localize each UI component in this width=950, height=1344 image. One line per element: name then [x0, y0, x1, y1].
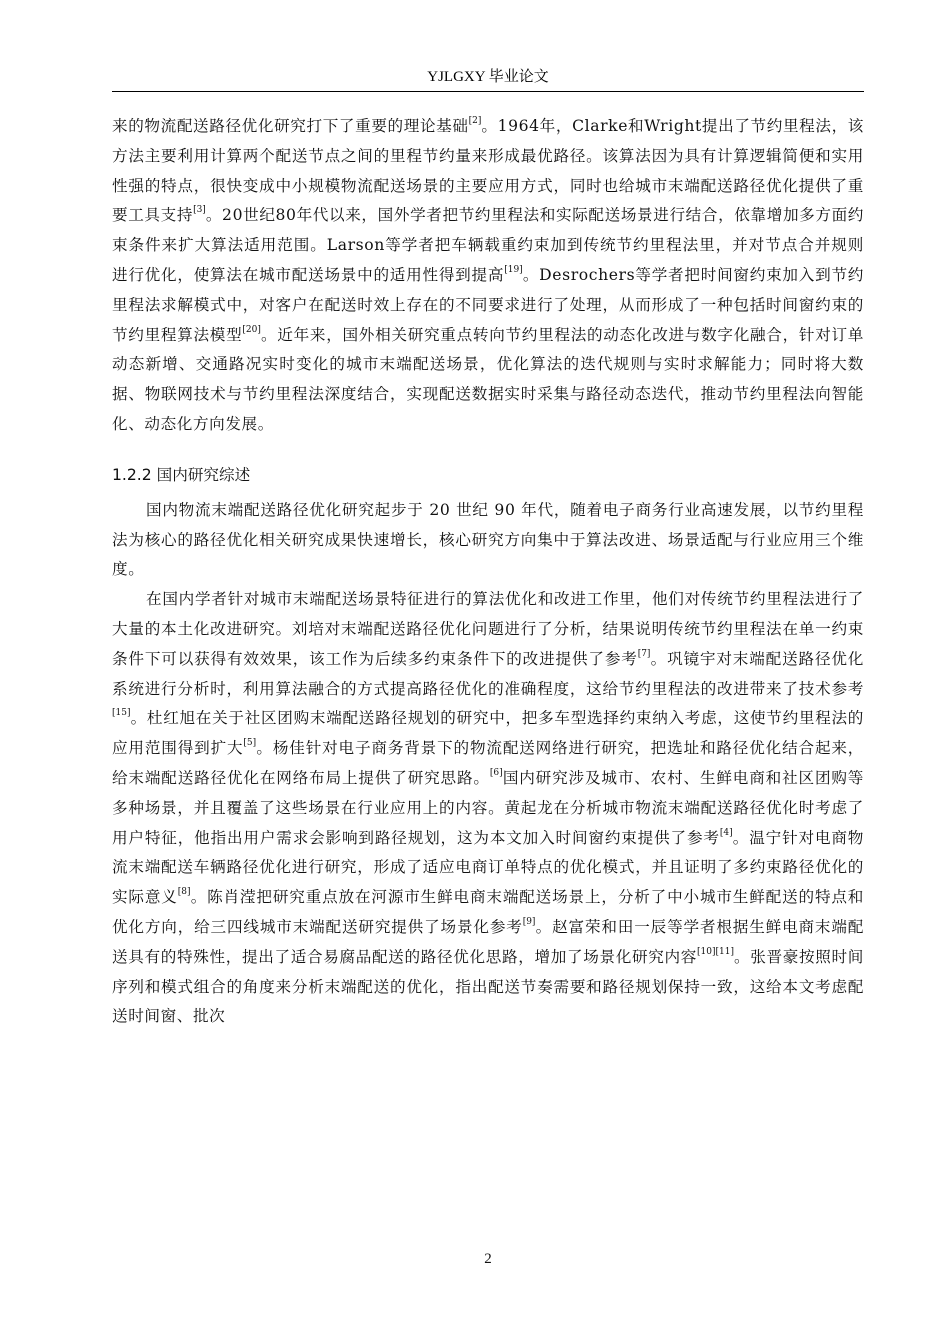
text-run: 国内研究涉及城市、农村、生鲜电商和社区团购等多种场景，并且覆盖了这些场景在行业应用上的内容。黄起龙在分析城市物流末端配送路径优化时考虑了用户特征，他指出用户需求会影响到路径规划，这为本文加入时间窗约束提供了参考	[112, 768, 864, 847]
paragraph-continuation	[112, 112, 864, 440]
text-run: 。温宁针对电商物流末端配送车辆路径优化进行研究，形成了适应电商订单特点的优化模式，并且证明了多约束路径优化的实际意义	[112, 828, 864, 907]
text-run: 。20世纪80年代以来，国外学者把节约里程法和实际配送场景进行结合，依靠增加多方面约束条件来扩大算法适用范围。Larson等学者把车辆载重约束加到传统节约里程法里，并对节点合并规则进行优化，使算法在城市配送场景中的适用性得到提高	[112, 206, 864, 284]
citation-ref: [3]	[193, 205, 206, 216]
text-run: 。Desrochers等学者把时间窗约束加入到节约里程法求解模式中，对客户在配送时效上存在的不同要求进行了处理，从而形成了一种包括时间窗约束的节约里程算法模型	[112, 265, 864, 344]
header-rule	[112, 91, 864, 92]
text-run: 。1964年，Clarke和Wright提出了节约里程法，该方法主要利用计算两个配送节点之间的里程节约量来形成最优路径。该算法因为具有计算逻辑简便和实用性强的特点，很快变成中小规模物流配送场景的主要应用方式，同时也给城市末端配送路径优化提供了重要工具支持	[112, 117, 865, 225]
text-run: 。陈肖滢把研究重点放在河源市生鲜电商末端配送场景上，分析了中小城市生鲜配送的特点和优化方向，给三四线城市末端配送研究提供了场景化参考	[112, 888, 864, 936]
running-header: YJLGXY 毕业论文	[427, 69, 549, 85]
text-run: 。杜红旭在关于社区团购末端配送路径规划的研究中，把多车型选择约束纳入考虑，这使节约里程法的应用范围得到扩大	[112, 709, 864, 758]
citation-ref: [2]	[468, 116, 482, 126]
text-run: 。巩镜宇对末端配送路径优化系统进行分析时，利用算法融合的方式提高路径优化的准确程度，这给节约里程法的改进带来了技术参考	[112, 649, 864, 698]
body-text	[112, 112, 864, 1032]
text-run: 国内物流末端配送路径优化研究起步于 20 世纪 90 年代，随着电子商务行业高速发展，以节约里程法为核心的路径优化相关研究成果快速增长，核心研究方向集中于算法改进、场景适配与行业应用三个维度。	[112, 500, 864, 579]
citation-ref: [5]	[243, 738, 257, 749]
citation-ref: [15]	[112, 708, 131, 719]
paragraph-domestic-review	[112, 585, 864, 1032]
citation-ref: [7]	[637, 648, 651, 659]
text-run: 在国内学者针对城市末端配送场景特征进行的算法优化和改进工作里，他们对传统节约里程法进行了大量的本土化改进研究。刘培对末端配送路径优化问题进行了分析，结果说明传统节约里程法在单一约束条件下可以获得有效效果，该工作为后续多约束条件下的改进提供了参考	[112, 590, 864, 668]
section-heading: 1.2.2 国内研究综述	[112, 465, 251, 484]
text-run: 。赵富荣和田一辰等学者根据生鲜电商末端配送具有的特殊性，提出了适合易腐品配送的路径优化思路，增加了场景化研究内容	[112, 917, 864, 966]
text-run: 。张晋豪按照时间序列和模式组合的角度来分析末端配送的优化，指出配送节奏需要和路径规划保持一致，这给本文考虑配送时间窗、批次	[112, 947, 864, 1026]
citation-ref: [10][11]	[697, 946, 734, 957]
text-run: 。近年来，国外相关研究重点转向节约里程法的动态化改进与数字化融合，针对订单动态新增、交通路况实时变化的城市末端配送场景，优化算法的迭代规则与实时求解能力；同时将大数据、物联网技术与节约里程法深度结合，实现配送数据实时采集与路径动态迭代，推动节约里程法向智能化、动态化方向发展。	[112, 325, 864, 433]
citation-ref: [19]	[504, 264, 523, 275]
page-number: 2	[484, 1251, 492, 1267]
citation-ref: [20]	[242, 324, 261, 335]
citation-ref: [4]	[719, 827, 733, 838]
citation-ref: [8]	[177, 887, 191, 898]
text-run: 。杨佳针对电子商务背景下的物流配送网络进行研究，把选址和路径优化结合起来，给末端配送路径优化在网络布局上提供了研究思路。	[112, 739, 864, 787]
citation-ref: [6]	[489, 767, 503, 778]
text-run: 来的物流配送路径优化研究打下了重要的理论基础	[112, 117, 469, 135]
citation-ref: [9]	[522, 916, 536, 927]
paragraph-domestic-intro	[112, 496, 864, 585]
